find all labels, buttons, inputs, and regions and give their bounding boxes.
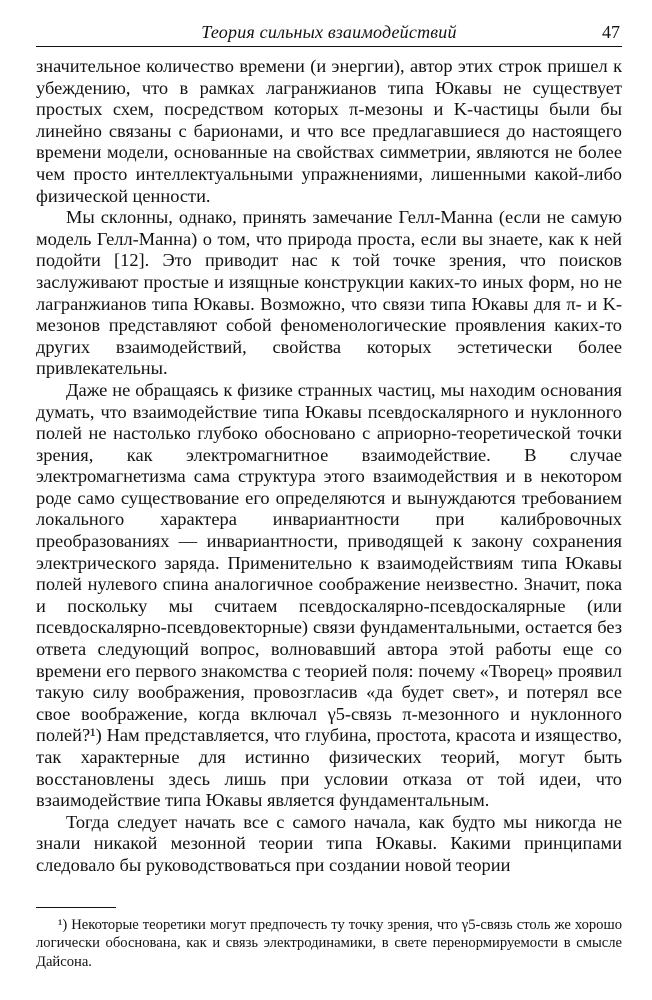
running-header xyxy=(36,16,622,47)
body-text xyxy=(36,56,622,877)
paragraph-continued: значительное количество времени (и энергии), автор этих строк пришел к убеждению, что в рамках лагранжианов типа Юкавы не существует простых схем, посредством которых π-мезоны и K-частицы были бы линейно связаны с барионами, и что все предлагавшиеся до настоящего времени модели, основанные на свойствах симметрии, являются не более чем просто интеллектуальными упражнениями, лишенными какой-либо физической ценности. xyxy=(36,56,622,206)
footnote-text: ¹) Некоторые теоретики могут предпочесть ту точку зрения, что γ5-связь столь же хорошо логически обоснована, как и связь электродинамики, в свете перенормируемости в смысле Дайсона. xyxy=(36,917,622,970)
paragraph-new-theory: Тогда следует начать все с самого начала, как будто мы никогда не знали никакой мезонной теории типа Юкавы. Какими принципами следовало бы руководствоваться при создании новой теории xyxy=(36,811,622,875)
paragraph-gell-mann: Мы склонны, однако, принять замечание Гелл-Манна (если не самую модель Гелл-Манна) о том, что природа проста, если вы знаете, как к ней подойти [12]. Это приводит нас к той точке зрения, что поисков заслуживают простые и изящные конструкции каких-то иных форм, но не лагранжианов типа Юкавы. Возможно, что связи типа Юкавы для π- и K-мезонов представляют собой феноменологические проявления каких-то других взаимодействий, свойства которых эстетически более привлекательны. xyxy=(36,207,622,379)
footnote-divider xyxy=(36,907,116,908)
running-title: Теория сильных взаимодействий xyxy=(201,22,457,42)
paragraph-yukawa-coupling: Даже не обращаясь к физике странных частиц, мы находим основания думать, что взаимодействие типа Юкавы псевдоскалярного и нуклонного полей не настолько глубоко обосновано с априорно-теоретической точки зрения, как электромагнитное взаимодействие. В случае электромагнетизма сама структура этого взаимодействия и в некотором роде само существование его определяются и вынуждаются требованием локального характера инвариантности при калибровочных преобразованиях — инвариантности, приводящей к закону сохранения электрического заряда. Применительно к взаимодействиям типа Юкавы полей нулевого спина аналогичное соображение неизвестно. Значит, пока и поскольку мы считаем псевдоскалярно-псевдоскалярные (или псевдоскалярно-псевдовекторные) связи фундаментальными, остается без ответа следующий вопрос, волновавший автора этой работы еще со времени его первого знакомства с теорией поля: почему «Творец» проявил такую силу воображения, провозгласив «да будет свет», и потерял все свое воображение, когда включал γ5-связь π-мезонного и нуклонного полей?¹) Нам представляется, что глубина, простота, красота и изящество, так характерные для истинно физических теорий, могут быть восстановлены здесь лишь при условии отказа от той идеи, что взаимодействие типа Юкавы является фундаментальным. xyxy=(36,379,622,811)
footnote xyxy=(36,916,622,971)
page-number: 47 xyxy=(602,22,620,42)
